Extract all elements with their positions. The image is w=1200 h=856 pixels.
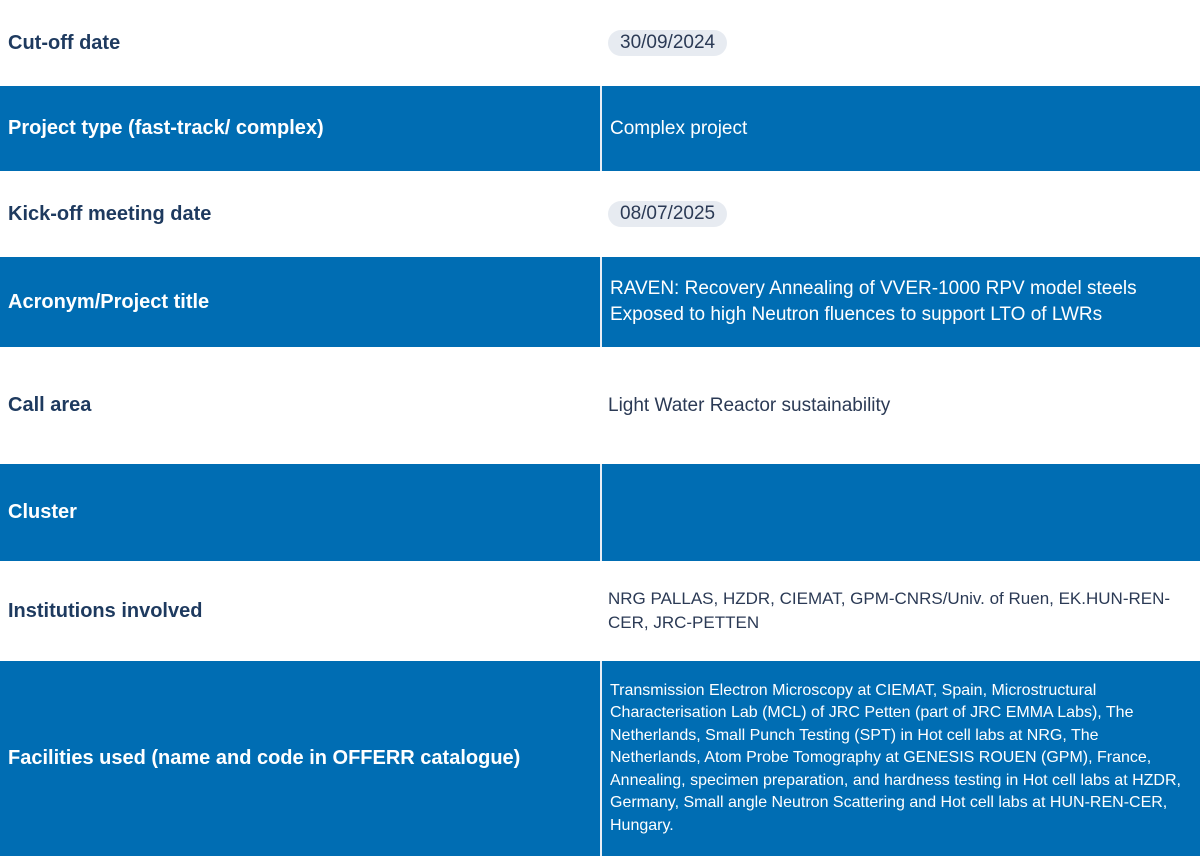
row-cutoff-date [0,0,1200,86]
facilities-value-cell [600,661,1200,856]
institutions-label: Institutions involved [8,599,203,622]
row-facilities [0,661,1200,856]
row-kickoff-date [0,171,1200,257]
acronym-title-value: RAVEN: Recovery Annealing of VVER-1000 RPV model steels Exposed to high Neutron fluences to support LTO of LWRs [610,278,1137,325]
institutions-value-cell [600,561,1200,661]
cutoff-date-value: 30/09/2024 [608,30,727,56]
row-project-type [0,86,1200,171]
call-area-value-cell [600,347,1200,464]
kickoff-date-label: Kick-off meeting date [8,202,212,225]
institutions-value: NRG PALLAS, HZDR, CIEMAT, GPM-CNRS/Univ. of Ruen, EK.HUN-REN-CER, JRC-PETTEN [608,589,1171,632]
cutoff-date-label: Cut-off date [8,31,121,54]
row-acronym-title [0,257,1200,347]
kickoff-date-value: 08/07/2025 [608,201,727,227]
row-institutions [0,561,1200,661]
kickoff-date-value-cell [600,171,1200,257]
call-area-value: Light Water Reactor sustainability [608,394,891,416]
project-type-value: Complex project [610,117,748,139]
cluster-label: Cluster [8,501,77,523]
row-cluster [0,464,1200,561]
cluster-value-cell [600,464,1200,561]
acronym-title-label: Acronym/Project title [8,290,210,313]
project-type-value-cell [600,86,1200,171]
acronym-title-value-cell [600,257,1200,347]
call-area-label: Call area [8,394,92,416]
project-type-label: Project type (fast-track/ complex) [8,117,324,139]
facilities-value: Transmission Electron Microscopy at CIEMAT, Spain, Microstructural Characterisation Lab (MCL) of JRC Petten (part of JRC EMMA Labs), The Netherlands, Small Punch Testing (SPT) in Hot cell labs at NRG, The Netherlands, Atom Probe Tomography at GENESIS ROUEN (GPM), France, Annealing, specimen preparation, and hardness testing in Hot cell labs at HZDR, Germany, Small angle Neutron Scattering and Hot cell labs at HUN-REN-CER, Hungary. [610,681,1181,834]
cutoff-date-value-cell [600,0,1200,86]
facilities-label: Facilities used (name and code in OFFERR catalogue) [8,747,521,769]
row-call-area [0,347,1200,464]
